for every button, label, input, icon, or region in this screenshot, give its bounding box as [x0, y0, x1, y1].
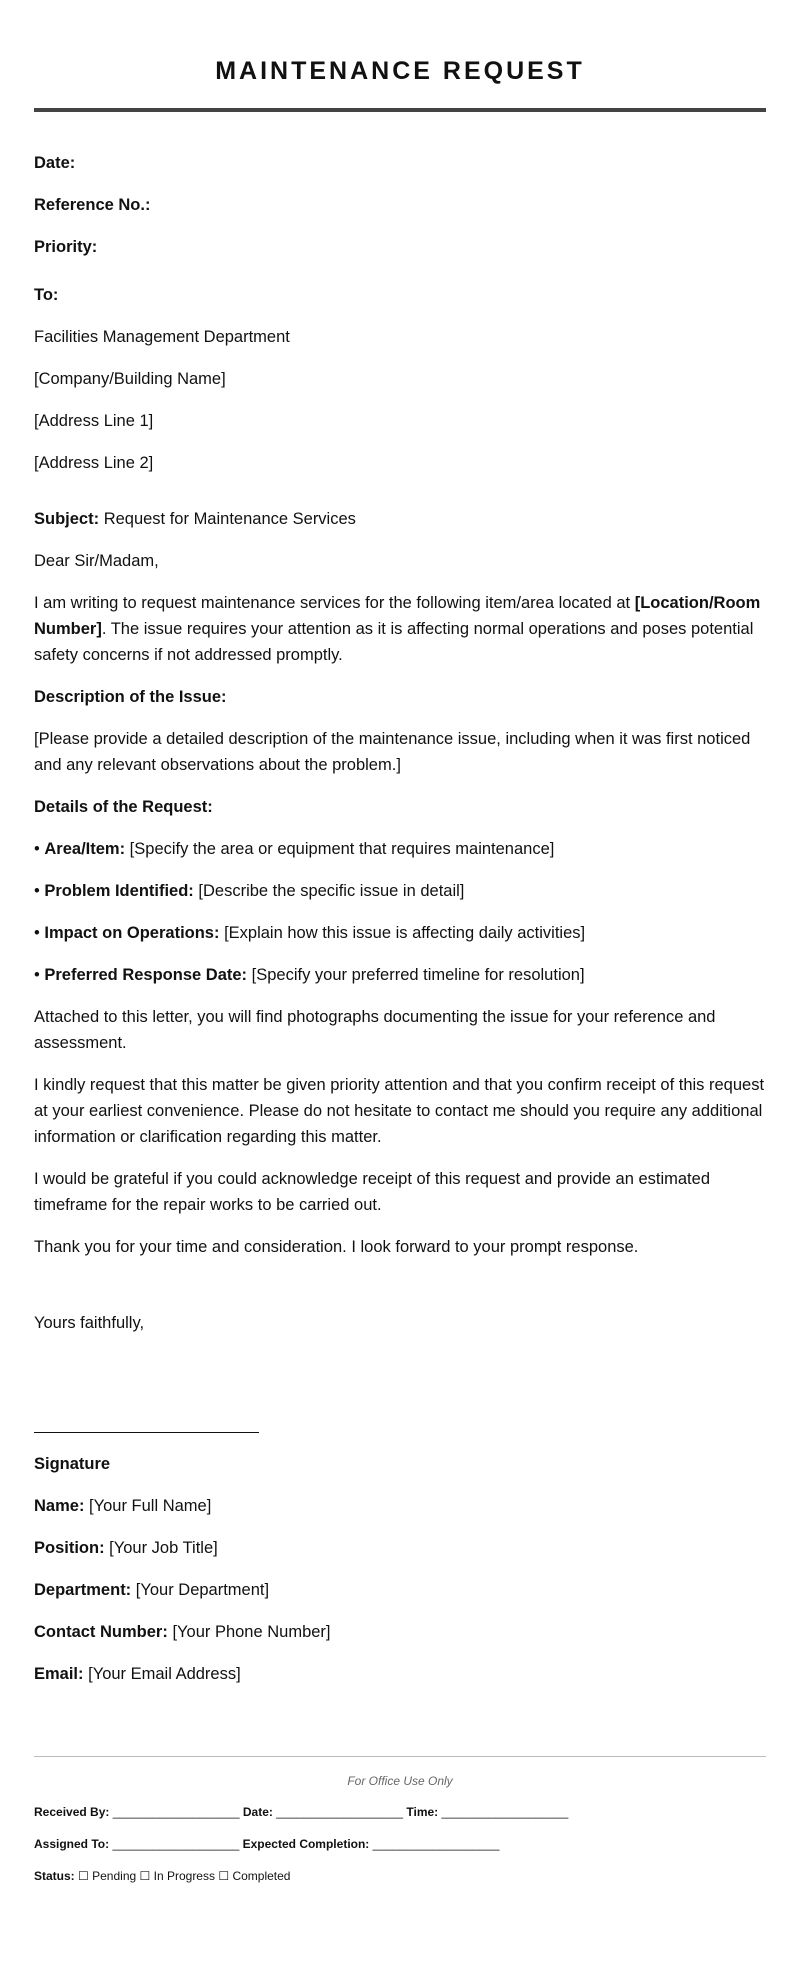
list-item: [34, 920, 766, 946]
recipient-line: Facilities Management Department: [34, 328, 290, 346]
detail-label: Area/Item:: [44, 840, 126, 858]
status-option-pending: Pending: [92, 1869, 137, 1883]
salutation: Dear Sir/Madam,: [34, 552, 159, 570]
office-use-section: [34, 1756, 766, 1884]
recipient-section: [34, 282, 766, 476]
closing: Yours faithfully,: [34, 1314, 145, 1332]
body-paragraph: I would be grateful if you could acknowledge receipt of this request and provide an estimated timeframe for the repair works to be carried out.: [34, 1170, 710, 1214]
list-item: [34, 836, 766, 862]
list-item: [34, 878, 766, 904]
signature-field: [34, 1619, 766, 1645]
reference-label: Reference No.:: [34, 196, 151, 214]
subject-label: Subject:: [34, 510, 100, 528]
blank-field: ___________________: [276, 1805, 404, 1819]
bullet: •: [34, 882, 40, 900]
bullet: •: [34, 966, 40, 984]
field-value: [Your Department]: [135, 1581, 270, 1599]
office-row-received: [34, 1804, 766, 1820]
status-option-in-progress: In Progress: [153, 1869, 215, 1883]
bullet: •: [34, 924, 40, 942]
intro-paragraph: [34, 590, 766, 668]
checkbox-icon: ☐: [218, 1869, 230, 1883]
bullet: •: [34, 840, 40, 858]
detail-text: [Specify your preferred timeline for resolution]: [251, 966, 585, 984]
list-item: [34, 962, 766, 988]
subject-line: [34, 506, 766, 532]
blank-field: ___________________: [441, 1805, 569, 1819]
detail-text: [Describe the specific issue in detail]: [198, 882, 465, 900]
details-list: [34, 836, 766, 988]
field-value: [Your Full Name]: [89, 1497, 212, 1515]
field-label: Name:: [34, 1497, 85, 1515]
checkbox-icon: ☐: [78, 1869, 89, 1883]
meta-section: [34, 150, 766, 260]
detail-label: Preferred Response Date:: [44, 966, 248, 984]
blank-field: ___________________: [372, 1837, 500, 1851]
signature-field: [34, 1535, 766, 1561]
field-label: Department:: [34, 1581, 132, 1599]
subject-text: Request for Maintenance Services: [103, 510, 356, 528]
body-paragraph: I kindly request that this matter be given priority attention and that you confirm receipt of this request at your earliest convenience. Please do not hesitate to contact me should you require any additional information or clarification regarding this matter.: [34, 1076, 765, 1146]
details-heading: Details of the Request:: [34, 798, 213, 816]
office-row-assigned: [34, 1836, 766, 1852]
checkbox-icon: ☐: [139, 1869, 151, 1883]
field-value: [Your Phone Number]: [172, 1623, 331, 1641]
signature-field: [34, 1493, 766, 1519]
detail-label: Problem Identified:: [44, 882, 194, 900]
recipient-line: [Company/Building Name]: [34, 370, 226, 388]
date-label: Date:: [34, 154, 76, 172]
field-label: Contact Number:: [34, 1623, 168, 1641]
office-time-label: Time:: [406, 1805, 439, 1819]
intro-text: . The issue requires your attention as it is affecting normal operations and poses potential safety concerns if not addressed promptly.: [34, 620, 754, 664]
field-label: Email:: [34, 1665, 84, 1683]
office-date-label: Date:: [242, 1805, 273, 1819]
status-option-completed: Completed: [232, 1869, 291, 1883]
detail-text: [Specify the area or equipment that requires maintenance]: [129, 840, 555, 858]
to-label: To:: [34, 286, 59, 304]
page-title: MAINTENANCE REQUEST: [215, 57, 585, 85]
field-value: [Your Job Title]: [109, 1539, 218, 1557]
title-divider: [34, 108, 766, 112]
signature-line: [34, 1432, 259, 1433]
signature-field: [34, 1661, 766, 1687]
body-paragraph: Attached to this letter, you will find photographs documenting the issue for your reference and assessment.: [34, 1008, 716, 1052]
recipient-line: [Address Line 1]: [34, 412, 154, 430]
office-divider: [34, 1756, 766, 1757]
description-heading: Description of the Issue:: [34, 688, 227, 706]
office-row-status: [34, 1868, 766, 1884]
recipient-line: [Address Line 2]: [34, 454, 154, 472]
blank-field: ___________________: [112, 1805, 240, 1819]
detail-label: Impact on Operations:: [44, 924, 220, 942]
description-text: [Please provide a detailed description of the maintenance issue, including when it was first noticed and any relevant observations about the problem.]: [34, 730, 751, 774]
status-label: Status:: [34, 1869, 75, 1883]
priority-label: Priority:: [34, 238, 98, 256]
signature-field: [34, 1577, 766, 1603]
signature-label: Signature: [34, 1455, 111, 1473]
body-paragraph: Thank you for your time and consideration. I look forward to your prompt response.: [34, 1238, 639, 1256]
office-title: For Office Use Only: [347, 1774, 453, 1788]
field-value: [Your Email Address]: [88, 1665, 241, 1683]
expected-completion-label: Expected Completion:: [242, 1837, 370, 1851]
field-label: Position:: [34, 1539, 105, 1557]
detail-text: [Explain how this issue is affecting daily activities]: [224, 924, 586, 942]
location-placeholder: [Location/Room Number]: [34, 594, 761, 638]
received-by-label: Received By:: [34, 1805, 110, 1819]
intro-text: I am writing to request maintenance services for the following item/area located at: [34, 594, 635, 612]
assigned-to-label: Assigned To:: [34, 1837, 110, 1851]
blank-field: ___________________: [112, 1837, 240, 1851]
